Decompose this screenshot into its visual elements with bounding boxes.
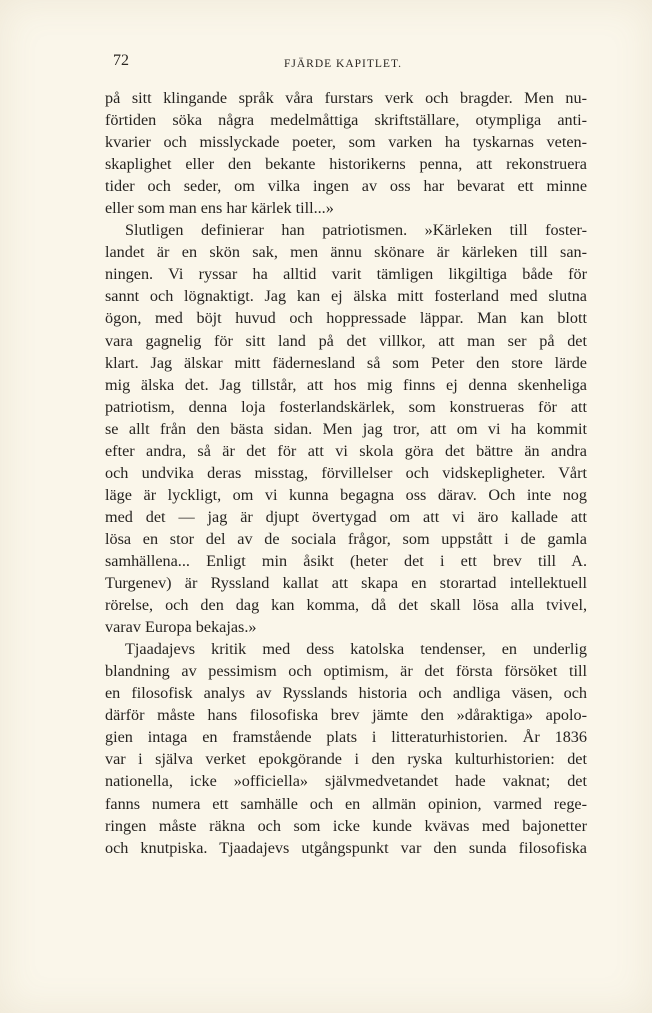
text-line: lösa en stor del av de sociala frågor, som uppstått i de gamla <box>105 529 587 548</box>
text-line: ögon, med böjt huvud och hoppressade läppar. Man kan blott <box>105 309 587 328</box>
text-line: skaplighet eller den bekante historikerns penna, att rekonstruera <box>105 155 587 174</box>
text-line: en filosofisk analys av Rysslands historia och andliga väsen, och <box>105 684 587 703</box>
text-line: ningen. Vi ryssar ha alltid varit tämligen likgiltiga både för <box>105 265 587 284</box>
text-line: och knutpiska. Tjaadajevs utgångspunkt var den sunda filosofiska <box>105 838 587 857</box>
text-line: se allt från den bästa sidan. Men jag tror, att om vi ha kommit <box>105 419 587 438</box>
text-line: rörelse, och den dag kan komma, då det skall lösa alla tvivel, <box>105 596 587 615</box>
text-line: på sitt klingande språk våra furstars verk och bragder. Men nu- <box>105 89 587 107</box>
text-line: var i själva verket epokgörande i den ryska kulturhistorien: det <box>105 750 587 769</box>
text-line: ringen måste räkna och som icke kunde kvävas med bajonetter <box>105 816 587 835</box>
text-line: sannt och lögnaktigt. Jag kan ej älska mitt fosterland med slutna <box>105 287 587 306</box>
text-line: efter andra, så är det för att vi skola göra det bättre än andra <box>105 441 587 460</box>
text-line: varav Europa bekajas.» <box>105 618 257 637</box>
page-number: 72 <box>113 52 129 69</box>
text-line: samhällena... Enligt min åsikt (heter det i ett brev till A. <box>105 551 587 570</box>
text-line: landet är en skön sak, men ännu skönare är kärleken till san- <box>105 243 587 262</box>
text-line: klart. Jag älskar mitt fädernesland så som Peter den store lärde <box>105 353 587 372</box>
text-line: och undvika deras misstag, förvillelser och vidskepligheter. Vårt <box>105 463 587 482</box>
text-line: Tjaadajevs kritik med dess katolska tendenser, en underlig <box>125 640 587 659</box>
text-line: Slutligen definierar han patriotismen. »Kärleken till foster- <box>125 221 587 240</box>
text-line: tider och seder, om vilka ingen av oss har bevarat ett minne <box>105 177 587 196</box>
text-line: patriotism, denna loja fosterlandskärlek, som konstrueras för att <box>105 397 587 416</box>
text-line: kvarier och misslyckade poeter, som varken ha tyskarnas veten- <box>105 133 587 152</box>
text-line: fanns numera ett samhälle och en allmän opinion, varmed rege- <box>105 794 587 813</box>
body-text <box>105 87 587 859</box>
text-line: vara gagnelig för sitt land på det villkor, att man ser på det <box>105 331 587 350</box>
text-line: förtiden söka några medelmåttiga skriftställare, otympliga anti- <box>105 111 587 130</box>
text-line: läge är lyckligt, om vi kunna begagna oss därav. Och inte nog <box>105 485 587 504</box>
text-line: med det — jag är djupt övertygad om att vi äro kallade att <box>105 507 587 526</box>
chapter-title: FJÄRDE KAPITLET. <box>284 58 403 70</box>
text-line: därför måste hans filosofiska brev jämte den »dåraktiga» apolo- <box>105 706 587 725</box>
text-line: blandning av pessimism och optimism, är det första försöket till <box>105 662 587 681</box>
text-line: nationella, icke »officiella» självmedvetandet hade vaknat; det <box>105 772 587 791</box>
text-line: gien intaga en framstående plats i litteraturhistorien. År 1836 <box>105 728 587 747</box>
text-line: mig älska det. Jag tillstår, att hos mig finns ej denna skenheliga <box>105 375 587 394</box>
text-line: eller som man ens har kärlek till...» <box>105 199 334 218</box>
running-head <box>113 52 589 74</box>
text-line: Turgenev) är Ryssland kallat att skapa en storartad intellektuell <box>105 574 587 593</box>
